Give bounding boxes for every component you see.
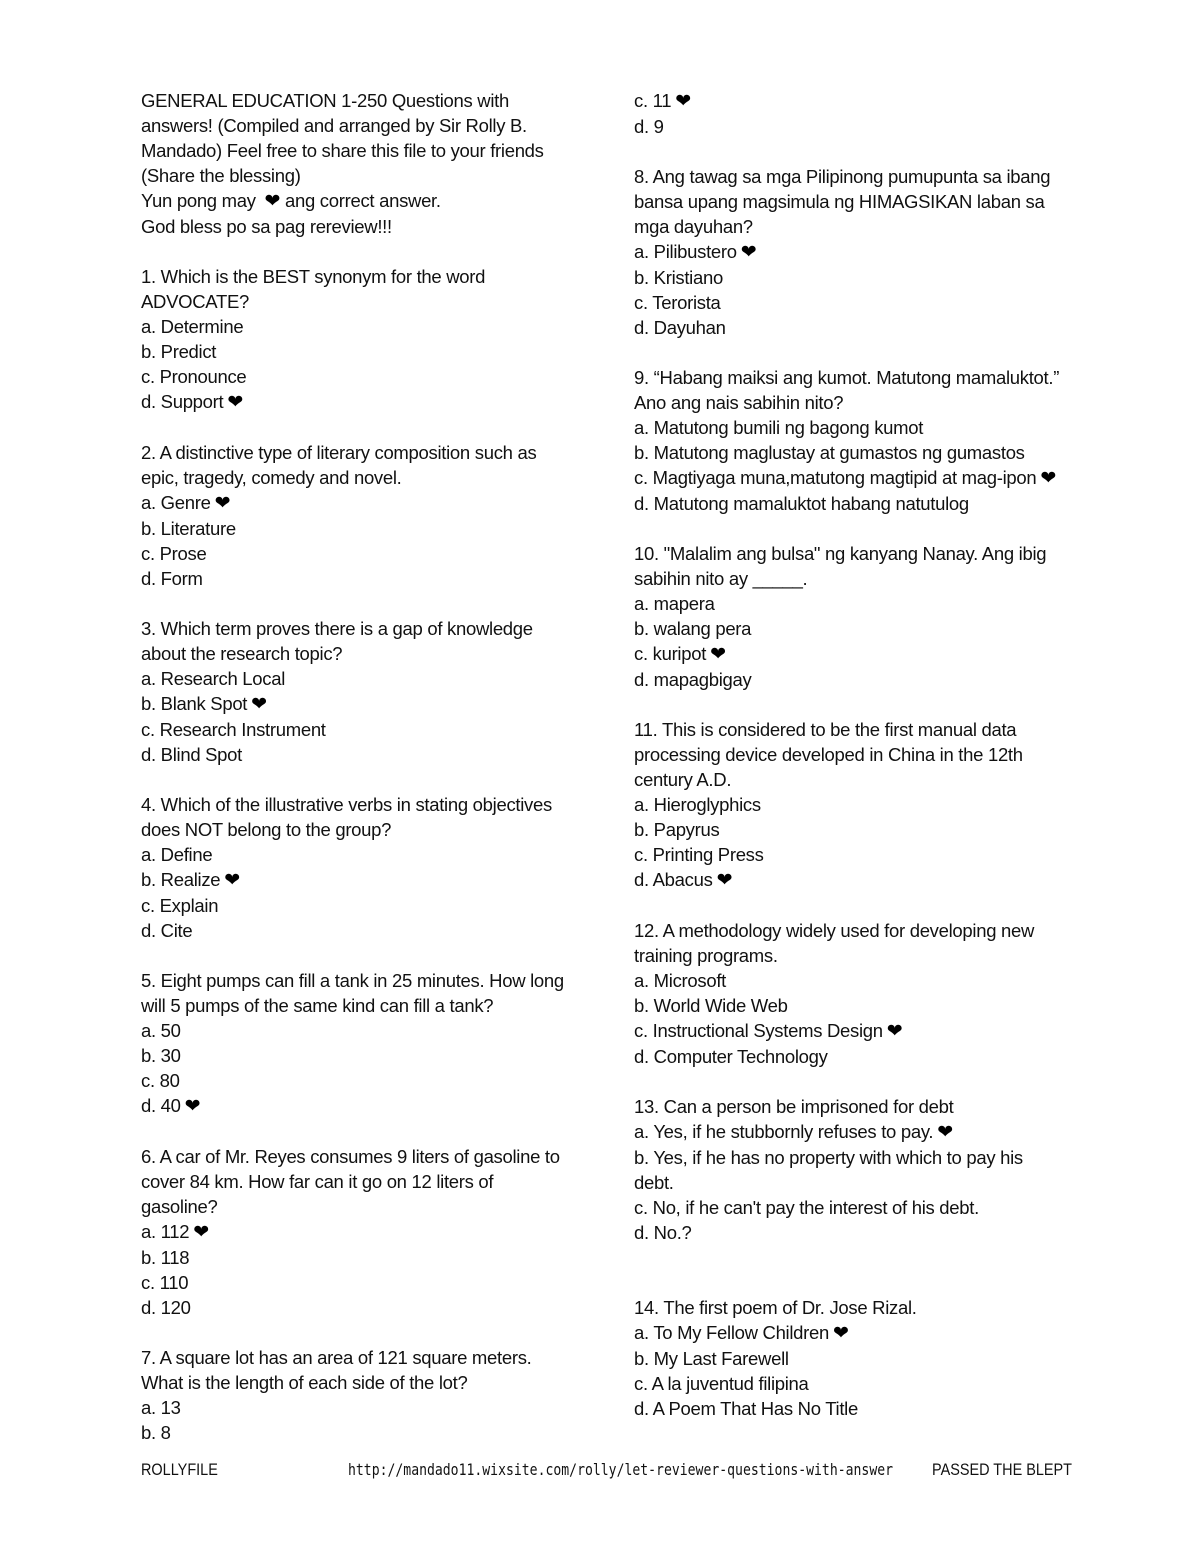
option: b. My Last Farewell xyxy=(634,1348,789,1369)
option: a. Define xyxy=(141,844,213,865)
page-footer xyxy=(0,1460,1200,1484)
question-stem: 5. Eight pumps can fill a tank in 25 minutes. How long xyxy=(141,970,564,991)
option-correct xyxy=(141,490,581,516)
heart-icon: ❤ xyxy=(710,644,726,665)
question-stem: sabihin nito ay _____. xyxy=(634,568,808,589)
question-stem: cover 84 km. How far can it go on 12 liters of xyxy=(141,1171,494,1192)
option: a. 50 xyxy=(141,1020,181,1041)
option: c. 110 xyxy=(141,1272,189,1293)
intro-line: answers! (Compiled and arranged by Sir Rolly B. xyxy=(141,115,527,136)
option: d. Matutong mamaluktot habang natutulog xyxy=(634,493,969,514)
heart-icon: ❤ xyxy=(264,191,281,212)
option: b. walang pera xyxy=(634,618,752,639)
question-stem: 8. Ang tawag sa mga Pilipinong pumupunta sa ibang xyxy=(634,166,1051,187)
heart-icon: ❤ xyxy=(716,870,733,891)
question-13 xyxy=(634,1094,1074,1245)
heart-icon: ❤ xyxy=(227,392,243,413)
option-text: d. Support xyxy=(141,391,224,412)
question-stem: What is the length of each side of the lot? xyxy=(141,1372,468,1393)
question-stem: bansa upang magsimula ng HIMAGSIKAN laban sa xyxy=(634,191,1045,212)
option-text: a. Pilibustero xyxy=(634,241,737,262)
option: b. Papyrus xyxy=(634,819,720,840)
option: a. Determine xyxy=(141,316,244,337)
question-stem: 4. Which of the illustrative verbs in stating objectives xyxy=(141,794,552,815)
option-text: d. Abacus xyxy=(634,869,713,890)
question-14 xyxy=(634,1295,1074,1421)
option-correct xyxy=(141,691,581,717)
question-1 xyxy=(141,264,581,415)
option: b. 30 xyxy=(141,1045,181,1066)
option: b. Literature xyxy=(141,518,236,539)
option-correct xyxy=(141,1219,581,1245)
question-stem: century A.D. xyxy=(634,769,732,790)
question-stem: 3. Which term proves there is a gap of knowledge xyxy=(141,618,533,639)
question-stem: 12. A methodology widely used for developing new xyxy=(634,920,1035,941)
question-7-continued xyxy=(634,88,1074,139)
option: c. Pronounce xyxy=(141,366,247,387)
footer-url: http://mandado11.wixsite.com/rolly/let-reviewer-questions-with-answer xyxy=(348,1460,894,1479)
option: d. Computer Technology xyxy=(634,1046,828,1067)
option: c. Terorista xyxy=(634,292,721,313)
intro-line: Mandado) Feel free to share this file to your friends xyxy=(141,140,544,161)
question-stem: will 5 pumps of the same kind can fill a tank? xyxy=(141,995,494,1016)
option: b. Matutong maglustay at gumastos ng gumastos xyxy=(634,442,1025,463)
question-stem: 9. “Habang maiksi ang kumot. Matutong mamaluktot.” xyxy=(634,367,1060,388)
question-stem: mga dayuhan? xyxy=(634,216,753,237)
question-3 xyxy=(141,616,581,767)
option-correct xyxy=(634,1320,1074,1346)
right-column xyxy=(634,88,1074,1421)
option: c. Printing Press xyxy=(634,844,764,865)
option: d. Cite xyxy=(141,920,193,941)
question-stem: ADVOCATE? xyxy=(141,291,249,312)
option-text: b. Blank Spot xyxy=(141,693,248,714)
question-stem: 14. The first poem of Dr. Jose Rizal. xyxy=(634,1297,917,1318)
option-correct xyxy=(634,1018,1074,1044)
option: d. mapagbigay xyxy=(634,669,752,690)
option: d. Form xyxy=(141,568,203,589)
option-text: a. To My Fellow Children xyxy=(634,1322,830,1343)
option-text: c. Instructional Systems Design xyxy=(634,1020,883,1041)
option-text: a. Yes, if he stubbornly refuses to pay. xyxy=(634,1121,934,1142)
heart-icon: ❤ xyxy=(214,493,231,514)
option: a. Microsoft xyxy=(634,970,727,991)
option-text: a. Genre xyxy=(141,492,211,513)
option-correct xyxy=(634,88,1074,114)
question-2 xyxy=(141,440,581,591)
option-correct xyxy=(141,389,581,415)
question-6 xyxy=(141,1144,581,1320)
option: d. No.? xyxy=(634,1222,692,1243)
option: c. Research Instrument xyxy=(141,719,326,740)
question-stem: 1. Which is the BEST synonym for the word xyxy=(141,266,486,287)
option: b. Yes, if he has no property with which to pay his xyxy=(634,1147,1023,1168)
question-stem: epic, tragedy, comedy and novel. xyxy=(141,467,402,488)
option: a. 13 xyxy=(141,1397,181,1418)
heart-icon: ❤ xyxy=(224,870,240,891)
question-stem: 13. Can a person be imprisoned for debt xyxy=(634,1096,954,1117)
option-correct xyxy=(141,867,581,893)
intro-block xyxy=(141,88,581,239)
heart-icon: ❤ xyxy=(184,1096,201,1117)
option: c. Prose xyxy=(141,543,207,564)
option-text: c. kuripot xyxy=(634,643,707,664)
option: d. Dayuhan xyxy=(634,317,726,338)
heart-icon: ❤ xyxy=(937,1122,953,1143)
heart-icon: ❤ xyxy=(675,91,691,112)
option: c. No, if he can't pay the interest of his debt. xyxy=(634,1197,979,1218)
question-stem: processing device developed in China in the 12th xyxy=(634,744,1023,765)
question-stem: Ano ang nais sabihin nito? xyxy=(634,392,844,413)
option: a. Matutong bumili ng bagong kumot xyxy=(634,417,924,438)
option: c. A la juventud filipina xyxy=(634,1373,809,1394)
intro-line: God bless po sa pag rereview!!! xyxy=(141,216,392,237)
option-text: d. 40 xyxy=(141,1095,181,1116)
question-stem: 10. "Malalim ang bulsa" ng kanyang Nanay. Ang ibig xyxy=(634,543,1047,564)
option: d. Blind Spot xyxy=(141,744,243,765)
question-4 xyxy=(141,792,581,943)
option: debt. xyxy=(634,1172,674,1193)
option: a. Hieroglyphics xyxy=(634,794,761,815)
option: d. A Poem That Has No Title xyxy=(634,1398,858,1419)
question-9 xyxy=(634,365,1074,516)
question-stem: 11. This is considered to be the first manual data xyxy=(634,719,1017,740)
footer-left-label: ROLLYFILE xyxy=(141,1460,218,1479)
intro-text: ang correct answer. xyxy=(285,190,441,211)
question-stem: 6. A car of Mr. Reyes consumes 9 liters of gasoline to xyxy=(141,1146,560,1167)
footer-right-label: PASSED THE BLEPT xyxy=(932,1460,1073,1479)
heart-icon: ❤ xyxy=(251,694,267,715)
option-correct xyxy=(634,1119,1074,1145)
question-stem: training programs. xyxy=(634,945,778,966)
option: b. Predict xyxy=(141,341,217,362)
option-correct xyxy=(634,465,1074,491)
heart-icon: ❤ xyxy=(886,1021,903,1042)
option: d. 120 xyxy=(141,1297,191,1318)
option: b. Kristiano xyxy=(634,267,723,288)
heart-icon: ❤ xyxy=(1040,468,1057,489)
option-correct xyxy=(634,867,1074,893)
question-stem: about the research topic? xyxy=(141,643,343,664)
option-correct xyxy=(634,641,1074,667)
option: c. Explain xyxy=(141,895,219,916)
option-correct xyxy=(141,1093,581,1119)
option-text: b. Realize xyxy=(141,869,221,890)
left-column xyxy=(141,88,581,1445)
option-text: c. 11 xyxy=(634,90,672,111)
option: b. 8 xyxy=(141,1422,171,1443)
question-7 xyxy=(141,1345,581,1445)
option: a. Research Local xyxy=(141,668,286,689)
option-text: c. Magtiyaga muna,matutong magtipid at mag-ipon xyxy=(634,467,1037,488)
question-12 xyxy=(634,918,1074,1069)
option: b. World Wide Web xyxy=(634,995,788,1016)
question-10 xyxy=(634,541,1074,692)
question-11 xyxy=(634,717,1074,893)
option-text: a. 112 xyxy=(141,1221,190,1242)
heart-icon: ❤ xyxy=(833,1323,849,1344)
option: a. mapera xyxy=(634,593,715,614)
option: d. 9 xyxy=(634,116,664,137)
heart-icon: ❤ xyxy=(740,242,757,263)
option: c. 80 xyxy=(141,1070,180,1091)
option-correct xyxy=(634,239,1074,265)
question-stem: 7. A square lot has an area of 121 square meters. xyxy=(141,1347,532,1368)
intro-line xyxy=(141,188,581,214)
option: b. 118 xyxy=(141,1247,190,1268)
question-8 xyxy=(634,164,1074,340)
question-5 xyxy=(141,968,581,1119)
question-stem: does NOT belong to the group? xyxy=(141,819,392,840)
question-stem: 2. A distinctive type of literary composition such as xyxy=(141,442,537,463)
intro-line: (Share the blessing) xyxy=(141,165,301,186)
heart-icon: ❤ xyxy=(193,1222,209,1243)
question-stem: gasoline? xyxy=(141,1196,218,1217)
intro-text: Yun pong may xyxy=(141,190,256,211)
intro-line: GENERAL EDUCATION 1-250 Questions with xyxy=(141,90,509,111)
